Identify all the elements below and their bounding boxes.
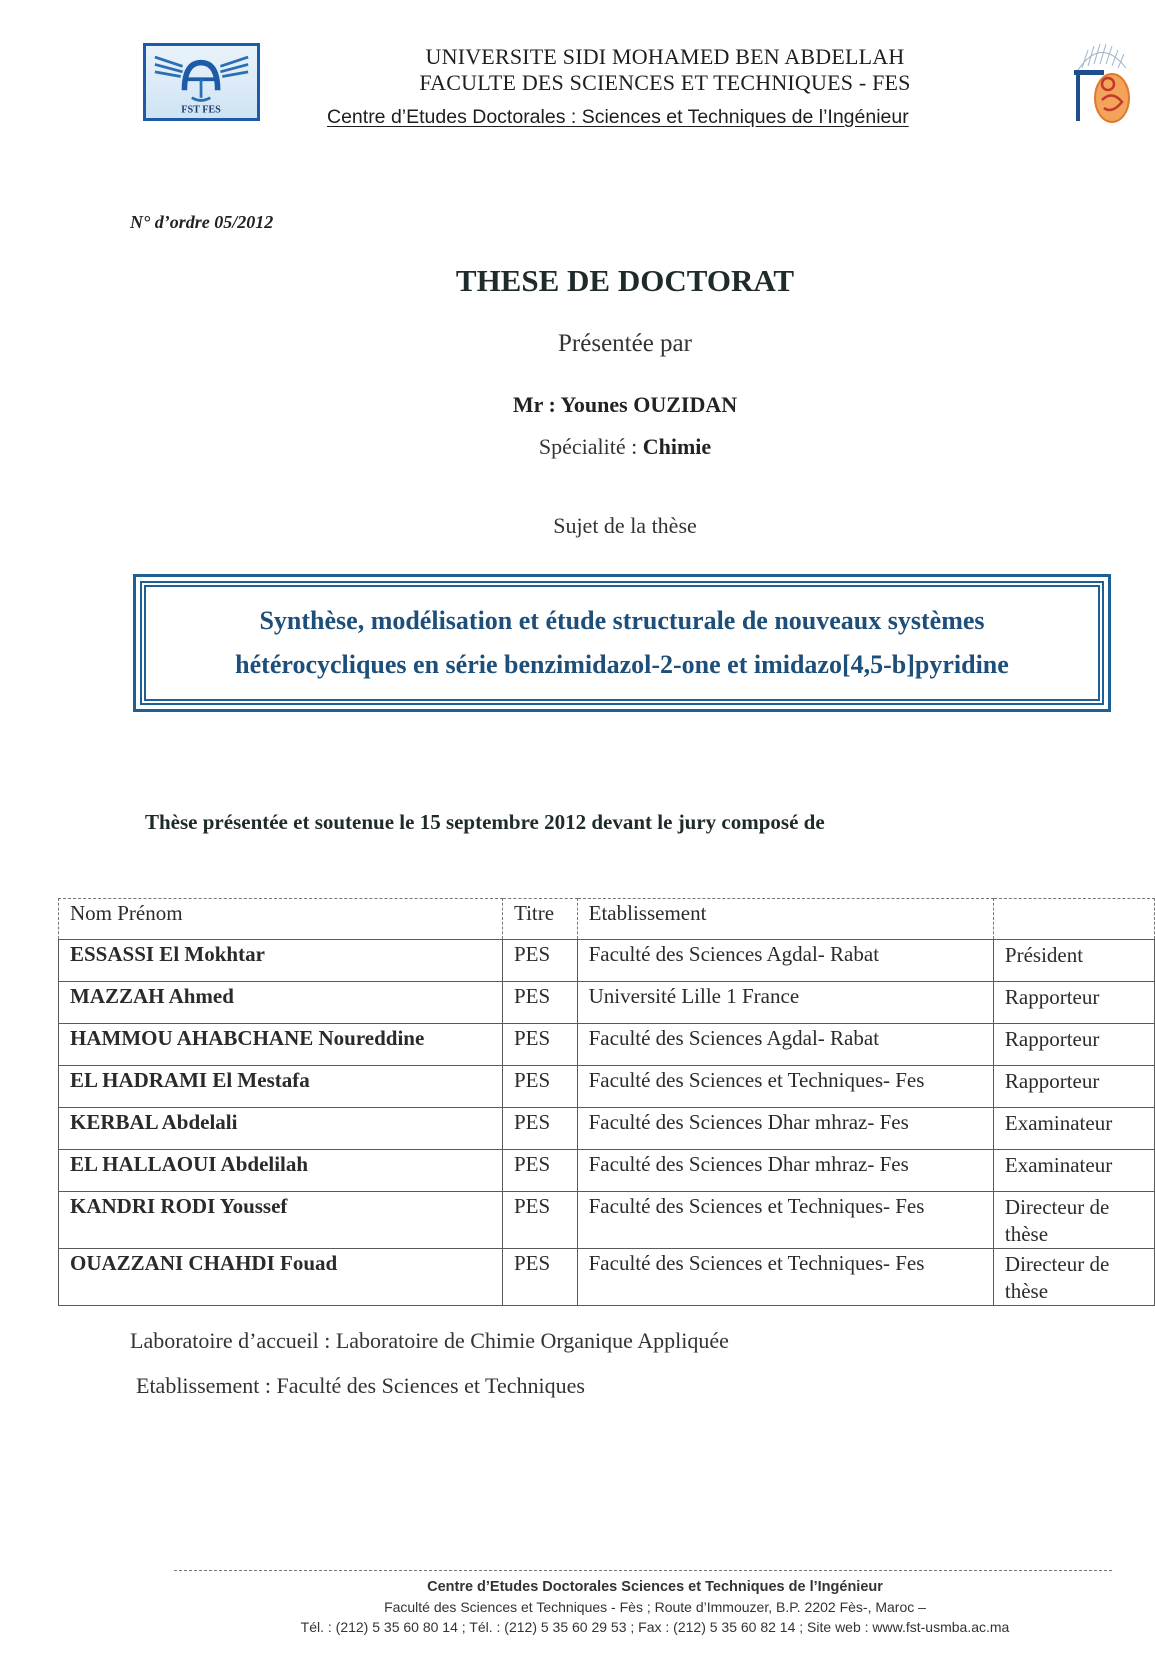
header-title: Titre [503,899,578,940]
member-role: Directeur de thèse [993,1249,1154,1306]
table-row [59,1108,1155,1150]
member-name: HAMMOU AHABCHANE Noureddine [59,1024,503,1066]
order-number: N° d’ordre 05/2012 [130,212,274,232]
footer-address: Faculté des Sciences et Techniques - Fès ; Route d’Immouzer, B.P. 2202 Fès-, Maroc – [384,1599,926,1615]
member-title: PES [503,1249,578,1306]
table-row [59,1249,1155,1306]
header-institution: Etablissement [577,899,993,940]
member-title: PES [503,1108,578,1150]
member-institution: Université Lille 1 France [577,982,993,1024]
footer-contact: Tél. : (212) 5 35 60 80 14 ; Tél. : (212) 5 35 60 29 53 ; Fax : (212) 5 35 60 82 14 ; Site web : www.fst-usmba.ac.ma [300,1619,1010,1635]
table-row [59,1024,1155,1066]
member-institution: Faculté des Sciences Dhar mhraz- Fes [577,1108,993,1150]
member-institution: Faculté des Sciences Dhar mhraz- Fes [577,1150,993,1192]
member-institution: Faculté des Sciences et Techniques- Fes [577,1249,993,1306]
member-role: Rapporteur [993,1024,1154,1066]
author-name: Mr : Younes OUZIDAN [512,392,738,417]
member-title: PES [503,1066,578,1108]
thesis-subject-inner-frame [140,581,1104,705]
header-name: Nom Prénom [59,899,503,940]
table-row [59,982,1155,1024]
faculty-name: FACULTE DES SCIENCES ET TECHNIQUES - FES [419,70,911,95]
member-title: PES [503,982,578,1024]
table-row [59,940,1155,982]
member-role: Directeur de thèse [993,1192,1154,1249]
presented-by-label: Présentée par [558,330,692,357]
member-title: PES [503,1024,578,1066]
specialty-value: Chimie [642,434,712,459]
thesis-subject-line-1: Synthèse, modélisation et étude structurale de nouveaux systèmes [259,606,985,635]
header-role [993,899,1154,940]
member-name: EL HALLAOUI Abdelilah [59,1150,503,1192]
thesis-subject-line-2: hétérocycliques en série benzimidazol-2-one et imidazo[4,5-b]pyridine [235,650,1009,679]
member-name: MAZZAH Ahmed [59,982,503,1024]
member-institution: Faculté des Sciences Agdal- Rabat [577,1024,993,1066]
member-role: Examinateur [993,1108,1154,1150]
document-title: THESE DE DOCTORAT [455,263,795,298]
member-role: Rapporteur [993,982,1154,1024]
table-row [59,1150,1155,1192]
table-row [59,1066,1155,1108]
subject-label: Sujet de la thèse [553,513,697,538]
footer-divider [174,1570,1112,1571]
member-institution: Faculté des Sciences Agdal- Rabat [577,940,993,982]
table-row [59,1192,1155,1249]
member-institution: Faculté des Sciences et Techniques- Fes [577,1066,993,1108]
member-role: Président [993,940,1154,982]
jury-table-header-row [59,899,1155,940]
host-institution: Etablissement : Faculté des Sciences et Techniques [136,1373,585,1398]
specialty-label: Spécialité : [538,434,643,459]
member-name: KANDRI RODI Youssef [59,1192,503,1249]
jury-table [58,898,1155,1306]
member-role: Examinateur [993,1150,1154,1192]
logo-label: FST FES [181,104,221,116]
member-title: PES [503,940,578,982]
member-title: PES [503,1192,578,1249]
member-name: ESSASSI El Mokhtar [59,940,503,982]
specialty [0,434,1155,460]
member-title: PES [503,1150,578,1192]
member-name: EL HADRAMI El Mestafa [59,1066,503,1108]
defense-statement: Thèse présentée et soutenue le 15 septembre 2012 devant le jury composé de [145,810,825,834]
member-role: Rapporteur [993,1066,1154,1108]
member-name: KERBAL Abdelali [59,1108,503,1150]
doctoral-centre-name: Centre d’Etudes Doctorales : Sciences et Techniques de l’Ingénieur [327,106,909,128]
usmba-emblem-icon [1068,40,1134,125]
member-institution: Faculté des Sciences et Techniques- Fes [577,1192,993,1249]
member-name: OUAZZANI CHAHDI Fouad [59,1249,503,1306]
thesis-subject-box [133,574,1111,712]
footer-centre-name: Centre d’Etudes Doctorales Sciences et Techniques de l’Ingénieur [427,1579,883,1595]
host-laboratory: Laboratoire d’accueil : Laboratoire de Chimie Organique Appliquée [130,1328,729,1353]
university-name: UNIVERSITE SIDI MOHAMED BEN ABDELLAH [425,44,905,69]
